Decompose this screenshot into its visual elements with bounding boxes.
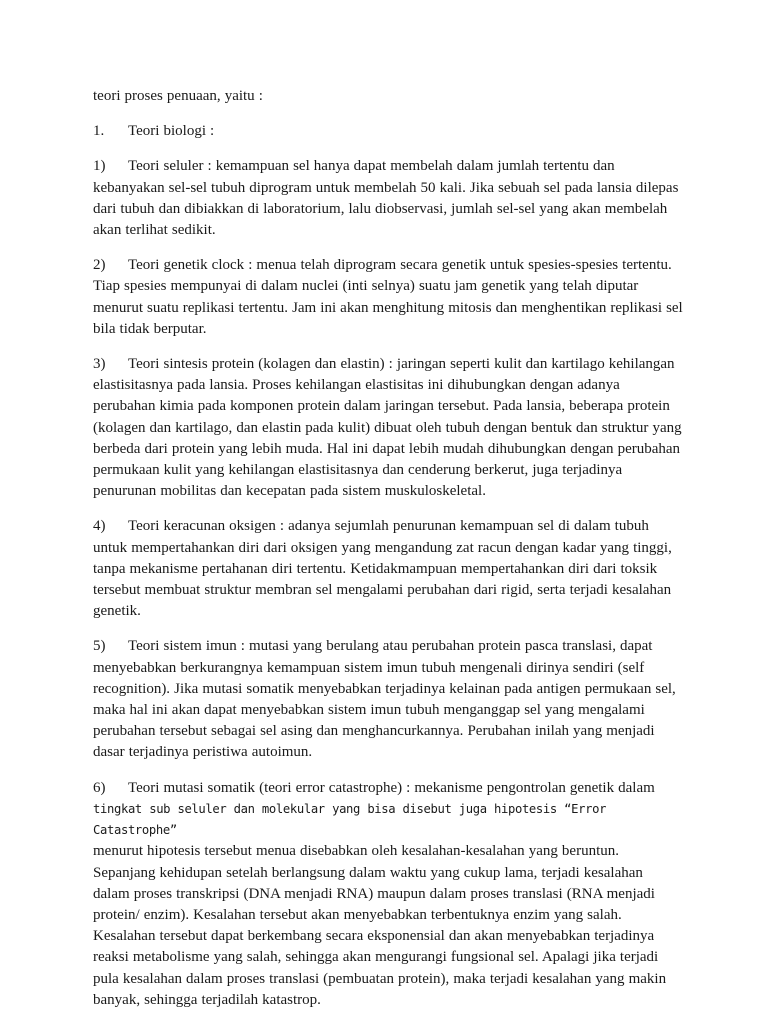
intro-paragraph bbox=[93, 86, 683, 107]
section-number: 1. bbox=[93, 123, 105, 140]
item-number: 2) bbox=[93, 257, 106, 274]
item-number: 3) bbox=[93, 356, 106, 373]
document-body bbox=[93, 86, 683, 1025]
list-item-6 bbox=[93, 778, 683, 1011]
list-item-2 bbox=[93, 255, 683, 340]
section-title: Teori biologi : bbox=[128, 123, 215, 140]
item-number: 4) bbox=[93, 518, 106, 535]
item-text: Teori keracunan oksigen : adanya sejumlah penurunan kemampuan sel di dalam tubuh untuk mempertahankan diri dari oksigen yang mengandung zat racun dengan kadar yang tinggi, tanpa mekanisme pertahanan diri tertentu. Ketidakmampuan mempertahankan diri dari toksik tersebut membuat struktur membran sel mengalami perubahan dari rigid, serta terjadi kesalahan genetik. bbox=[93, 518, 672, 620]
item-text-line-1: Teori mutasi somatik (teori error catastrophe) : mekanisme pengontrolan genetik dalam bbox=[128, 779, 655, 796]
item-text: Teori sintesis protein (kolagen dan elastin) : jaringan seperti kulit dan kartilago kehilangan elastisitasnya pada lansia. Proses kehilangan elastisitas ini dihubungkan dengan adanya perubahan kimia pada komponen protein dalam jaringan tersebut. Pada lansia, beberapa protein (kolagen dan kartilago, dan elastin pada kulit) dibuat oleh tubuh dengan bentuk dan struktur yang berbeda dari protein yang lebih muda. Hal ini dapat lebih mudah dihubungkan dengan perubahan permukaan kulit yang kehilangan elastisitasnya dan cenderung berkerut, juga terjadinya penurunan mobilitas dan kecepatan pada sistem muskuloskeletal. bbox=[93, 356, 682, 500]
list-item-3 bbox=[93, 354, 683, 502]
list-item-5 bbox=[93, 636, 683, 763]
section-heading bbox=[93, 121, 683, 142]
item-number: 6) bbox=[93, 779, 106, 796]
list-item-1 bbox=[93, 156, 683, 241]
list-item-4 bbox=[93, 516, 683, 622]
item-text: Teori sistem imun : mutasi yang berulang atau perubahan protein pasca translasi, dapat menyebabkan berkurangnya kemampuan sistem imun tubuh mengenali dirinya sendiri (self recognition). Jika mutasi somatik menyebabkan terjadinya kelainan pada antigen permukaan sel, maka hal ini akan dapat menyebabkan sistem imun tubuh menganggap sel yang mengalami perubahan tersebut sebagai sel asing dan menghancurkannya. Perubahan inilah yang menjadi dasar terjadinya peristiwa autoimun. bbox=[93, 638, 676, 761]
intro-text: teori proses penuaan, yaitu : bbox=[93, 88, 263, 104]
item-text: Teori genetik clock : menua telah diprogram secara genetik untuk spesies-spesies tertentu. Tiap spesies mempunyai di dalam nuclei (inti selnya) suatu jam genetik yang telah diputar menurut suatu replikasi tertentu. Jam ini akan menghitung mitosis dan menghentikan replikasi sel bila tidak berputar. bbox=[93, 257, 683, 337]
item-text: Teori seluler : kemampuan sel hanya dapat membelah dalam jumlah tertentu dan kebanyakan sel-sel tubuh diprogram untuk membelah 50 kali. Jika sebuah sel pada lansia dilepas dari tubuh dan dibiakkan di laboratorium, lalu diobservasi, jumlah sel-sel yang akan membelah akan terlihat sedikit. bbox=[93, 158, 679, 239]
item-number: 1) bbox=[93, 158, 106, 175]
item-number: 5) bbox=[93, 638, 106, 655]
item-text-line-2: tingkat sub seluler dan molekular yang bisa disebut juga hipotesis “Error Catastrophe” bbox=[93, 801, 607, 838]
item-text-rest: menurut hipotesis tersebut menua disebabkan oleh kesalahan-kesalahan yang beruntun. Sepanjang kehidupan setelah berlangsung dalam waktu yang cukup lama, terjadi kesalahan dalam proses transkripsi (DNA menjadi RNA) maupun dalam proses translasi (RNA menjadi protein/ enzim). Kesalahan tersebut akan menyebabkan terbentuknya enzim yang salah. Kesalahan tersebut dapat berkembang secara eksponensial dan akan menyebabkan terjadinya reaksi metabolisme yang salah, sehingga akan mengurangi fungsional sel. Apalagi jika terjadi pula kesalahan dalam proses translasi (pembuatan protein), maka terjadi kesalahan yang makin banyak, sehingga terjadilah katastrop. bbox=[93, 843, 667, 1008]
